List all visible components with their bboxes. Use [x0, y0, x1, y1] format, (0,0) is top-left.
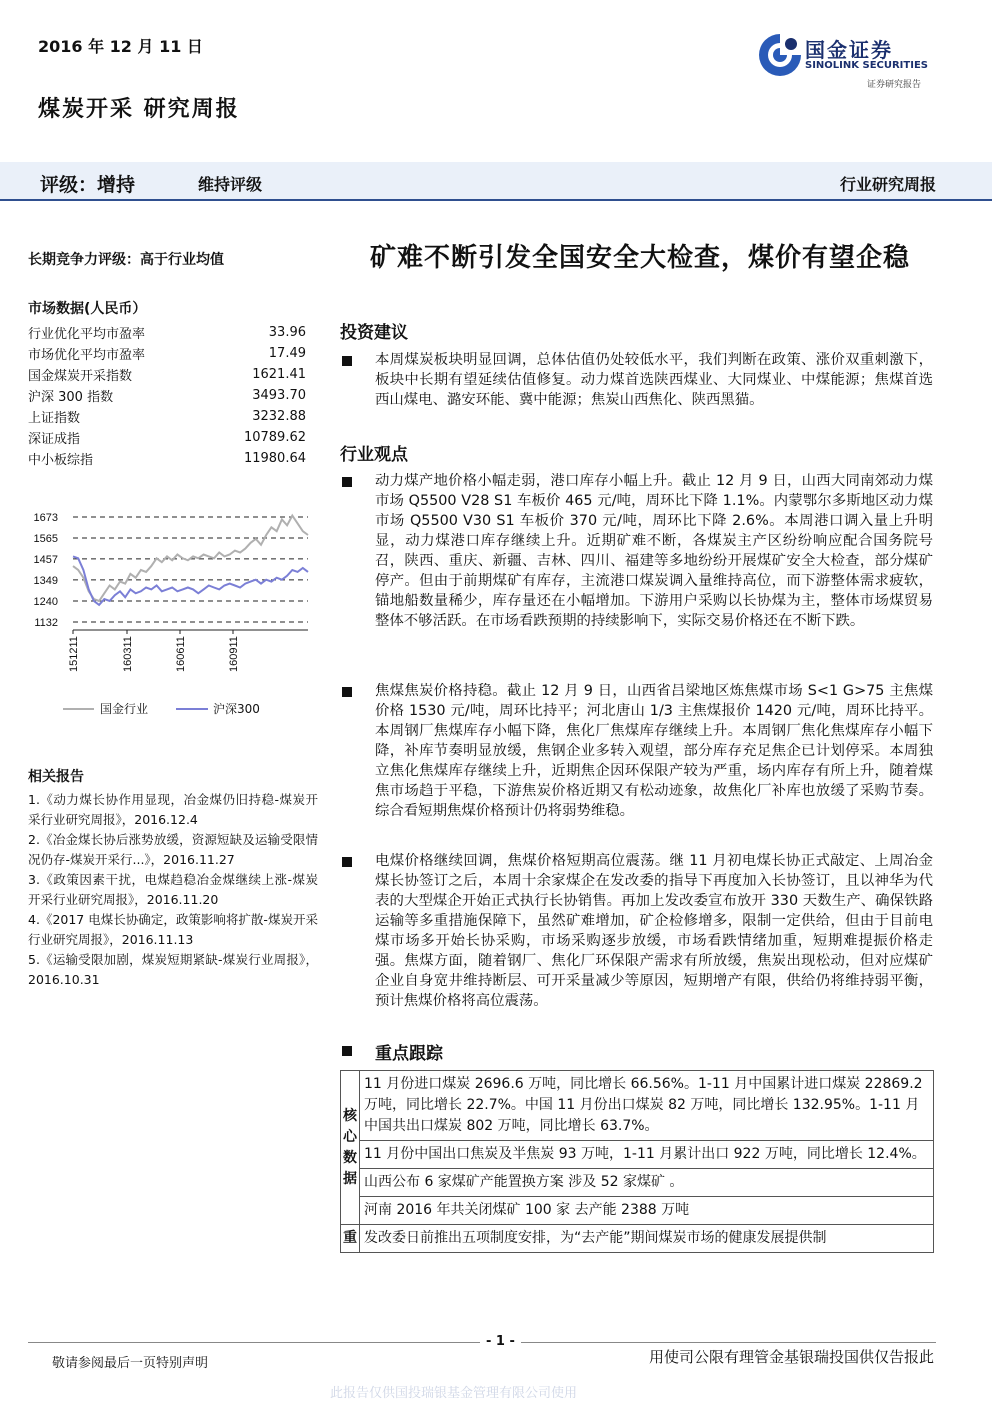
market-row-value: 10789.62	[243, 430, 306, 445]
track-cell: 11 月份中国出口焦炭及半焦炭 93 万吨，1-11 月累计出口 922 万吨，同比增长 12.4%。	[360, 1141, 934, 1169]
market-row-value: 1621.41	[252, 367, 306, 382]
table-row	[341, 1071, 934, 1141]
track-title: 重点跟踪	[375, 1044, 443, 1064]
bullet-icon	[342, 857, 352, 867]
track-cell: 河南 2016 年共关闭煤矿 100 家 去产能 2388 万吨	[360, 1197, 934, 1225]
market-row-value: 11980.64	[243, 451, 306, 466]
track-side-label-key: 重	[341, 1225, 360, 1253]
table-row	[28, 448, 306, 469]
section-title: 煤炭开采 研究周报	[38, 96, 240, 122]
x-tick-label: 160611	[175, 636, 187, 672]
market-row-value: 17.49	[268, 346, 306, 361]
y-tick-label: 1349	[33, 574, 58, 587]
table-row	[28, 427, 306, 448]
table-row	[341, 1197, 934, 1225]
company-logo	[757, 30, 957, 90]
bullet-icon	[342, 477, 352, 487]
logo-subtitle: 证券研究报告	[867, 80, 922, 90]
related-reports-list	[28, 790, 318, 990]
watermark-text: 此报告仅供国投瑞银基金管理有限公司使用	[330, 1386, 578, 1401]
index-line-chart	[28, 495, 318, 725]
y-tick-label: 1132	[34, 617, 58, 629]
track-cell: 山西公布 6 家煤矿产能置换方案 涉及 52 家煤矿 。	[360, 1169, 934, 1197]
table-row	[28, 322, 306, 343]
track-cell: 11 月份进口煤炭 2696.6 万吨，同比增长 66.56%。1-11 月中国累计进口煤炭 22869.2 万吨，同比增长 22.7%。中国 11 月份出口煤炭 82 万吨，同比增长 132.95%。1-11 月中国共出口煤炭 802 万吨，同比增长 63.7%。	[360, 1071, 934, 1141]
related-report-item[interactable]: 4.《2017 电煤长协确定，政策影响将扩散-煤炭开采行业研究周报》，2016.11.13	[28, 912, 318, 947]
market-data-title: 市场数据(人民币）	[28, 301, 147, 317]
market-row-value: 3232.88	[252, 409, 306, 424]
rating-label: 评级：增持	[40, 174, 136, 196]
view-paragraph-3: 电煤价格继续回调，焦煤价格短期高位震荡。继 11 月初电煤长协正式敲定、上周冶金煤长协签订之后，本周十余家煤企在发改委的指导下再度加入长协签订，且以神华为代表的大型煤企开始正式执行长协销售。再加上发改委宣布放开 330 天数生产、确保铁路运输等多重措施保障下，虽然矿难增加，矿企检修增多，限制一定供给，但由于目前电煤市场多开始长协采购，市场采购逐步放缓，市场看跌情绪加重，短期难提振价格走强。焦煤方面，随着钢厂、焦化厂环保限产需求有所放缓，焦炭出现松动，但对应煤矿企业自身宽井维持断层、可开采量减少等原因，短期增产有限，供给仍将维持弱平衡，预计焦煤价格将高位震荡。	[375, 853, 933, 1009]
report-type: 行业研究周报	[839, 175, 936, 194]
market-row-label: 深证成指	[28, 432, 81, 447]
table-row	[341, 1141, 934, 1169]
footer-right-text: 用使司公限有理管金基银瑞投国供仅告报此	[648, 1348, 934, 1366]
table-row	[28, 406, 306, 427]
competitiveness-rating: 长期竞争力评级：高于行业均值	[28, 252, 224, 268]
market-row-label: 中小板综指	[28, 453, 94, 468]
x-tick-label: 160911	[228, 636, 240, 672]
bullet-icon	[342, 687, 352, 697]
logo-mark-icon	[757, 32, 803, 78]
related-report-item[interactable]: 5.《运输受限加剧，煤炭短期紧缺-煤炭行业周报》，2016.10.31	[28, 952, 318, 987]
related-report-item[interactable]: 3.《政策因素干扰，电煤趋稳冶金煤继续上涨-煤炭开采行业研究周报》，2016.11.20	[28, 872, 318, 907]
bullet-icon	[342, 1046, 352, 1056]
table-row	[28, 364, 306, 385]
market-row-value: 33.96	[268, 325, 306, 340]
index-chart	[28, 495, 318, 725]
key-tracking-table	[340, 1070, 934, 1253]
market-row-label: 上证指数	[28, 411, 81, 426]
market-row-label: 行业优化平均市盈率	[28, 327, 146, 342]
view-paragraph-1: 动力煤产地价格小幅走弱，港口库存小幅上升。截止 12 月 9 日，山西大同南郊动力煤市场 Q5500 V28 S1 车板价 465 元/吨，周环比下降 1.1%。内蒙鄂尔多斯地区动力煤市场 Q5500 V30 S1 车板价 370 元/吨，周环比下降 2.6%。本周港口调入量上升明显，动力煤港口库存继续上升。近期矿难不断，各煤炭主产区纷纷响应配合国务院号召，陕西、重庆、新疆、吉林、四川、福建等多地纷纷开展煤矿安全大检查，部分煤矿停产。但由于前期煤矿有库存，主流港口煤炭调入量维持高位，而下游整体需求疲软，锚地船数量稀少，库存量还在小幅增加。下游用户采购以长协煤为主，整体市场煤贸易整体不够活跃。在市场看跌预期的持续影响下，实际交易价格还在不断下跌。	[375, 473, 933, 629]
table-row	[28, 343, 306, 364]
view-title: 行业观点	[340, 445, 408, 465]
legend-label: 国金行业	[100, 702, 149, 716]
related-report-item[interactable]: 2.《冶金煤长协后涨势放缓，资源短缺及运输受限情况仍存-煤炭开采行...》，2016.11.27	[28, 832, 318, 867]
logo-chinese-name: 国金证券	[805, 38, 893, 62]
market-row-label: 沪深 300 指数	[28, 390, 114, 405]
view-paragraph-2: 焦煤焦炭价格持稳。截止 12 月 9 日，山西省吕梁地区炼焦煤市场 S<1 G>75 主焦煤价格 1530 元/吨，周环比持平；河北唐山 1/3 主焦煤报价 1420 元/吨，周环比持平。本周钢厂焦煤库存小幅下降，焦化厂焦煤库存继续上升。本周钢厂焦化焦煤库存小幅下降，补库节奏明显放缓，焦钢企业多转入观望，部分库存充足焦企已计划停采。本周独立焦化焦煤库存继续上升，近期焦企因环保限产较为严重，场内库存有所上升，随着煤焦市场趋于平稳，下游焦炭价格近期又有松动迹象，故焦化厂补库也放缓了采购节奏。综合看短期焦煤价格预计仍将弱势维稳。	[375, 683, 933, 819]
market-data-table	[28, 322, 306, 469]
report-date: 2016 年 12 月 11 日	[38, 37, 203, 56]
market-row-label: 国金煤炭开采指数	[28, 369, 133, 384]
legend-label: 沪深300	[213, 702, 260, 716]
bullet-icon	[342, 356, 352, 366]
market-row-value: 3493.70	[252, 388, 306, 403]
table-row	[341, 1225, 934, 1253]
y-tick-label: 1565	[33, 532, 58, 545]
logo-english-name: SINOLINK SECURITIES	[805, 60, 928, 71]
rating-divider	[0, 199, 992, 201]
series-line	[73, 556, 308, 605]
table-row	[28, 385, 306, 406]
y-tick-label: 1673	[33, 512, 58, 524]
y-tick-label: 1240	[33, 596, 58, 609]
related-report-item[interactable]: 1.《动力煤长协作用显现，冶金煤仍旧持稳-煤炭开采行业研究周报》，2016.12.4	[28, 792, 318, 827]
x-tick-label: 151211	[68, 636, 80, 672]
rating-note: 维持评级	[198, 175, 263, 194]
footer-disclaimer: 敬请参阅最后一页特别声明	[52, 1356, 209, 1371]
invest-title: 投资建议	[340, 323, 408, 343]
main-title: 矿难不断引发全国安全大检查，煤价有望企稳	[369, 243, 910, 273]
x-tick-label: 160311	[122, 636, 134, 672]
table-row	[341, 1169, 934, 1197]
market-row-label: 市场优化平均市盈率	[28, 348, 146, 363]
track-cell: 发改委日前推出五项制度安排，为“去产能”期间煤炭市场的健康发展提供制	[360, 1225, 934, 1253]
page-number: - 1 -	[480, 1334, 521, 1349]
related-reports-title: 相关报告	[28, 769, 84, 785]
invest-paragraph: 本周煤炭板块明显回调，总体估值仍处较低水平，我们判断在政策、涨价双重刺激下，板块中长期有望延续估值修复。动力煤首选陕西煤业、大同煤业、中煤能源；焦煤首选西山煤电、潞安环能、冀中能源；焦炭山西焦化、陕西黑猫。	[375, 352, 933, 408]
track-side-label-core: 核心数据	[341, 1071, 360, 1225]
y-tick-label: 1457	[33, 553, 58, 566]
